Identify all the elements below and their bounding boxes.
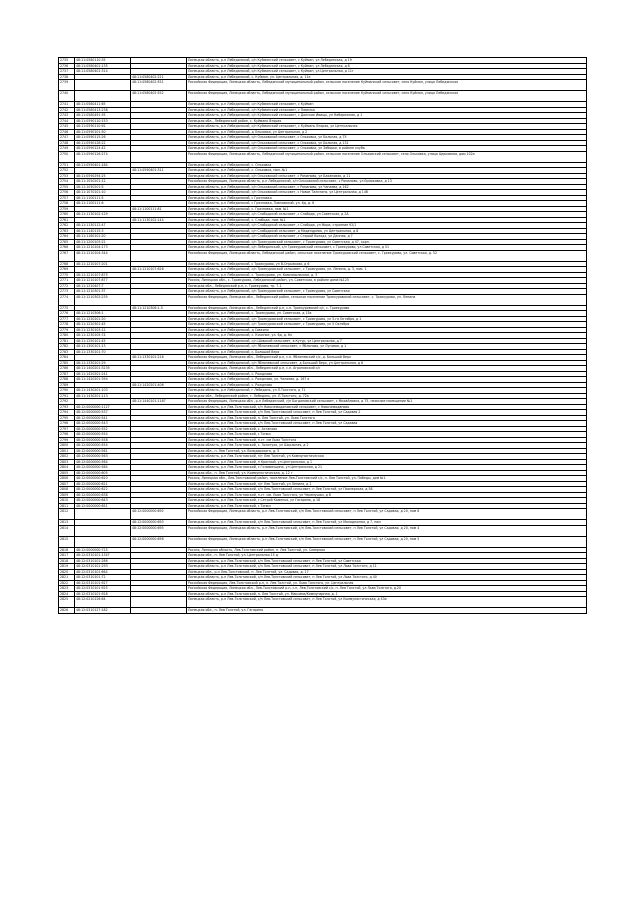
address-cell: Липецкая область, р-н Лебедянский, с/п Лебедянский, с/п Троекуровский сельсовет, с Троекурово, ул Советская, д 51 <box>187 245 587 251</box>
cadastral-number-cell: 48:12:0000000:1127 <box>75 404 131 410</box>
row-number-cell: 2809 <box>59 492 75 498</box>
cadastral-number-cell: 48:11:1420201:241 <box>75 371 131 377</box>
row-number-cell: 2806 <box>59 476 75 482</box>
address-cell: Липецкая область, р-н Лев-Толстовский, с/п Новочемодановский сельсовет, с Новочемоданово <box>187 404 587 410</box>
row-number-cell: 2757 <box>59 195 75 201</box>
row-number-cell: 2815 <box>59 536 75 547</box>
row-number-cell: 2741 <box>59 102 75 108</box>
table-row <box>59 608 587 614</box>
address-cell: Российская Федерация, Липецкая обл., Лебедянский район, сельское поселение Троекуровский сельсовет, с. Троекурово, ул. Ленина <box>187 294 587 305</box>
address-cell: Россия, Липецкая обл., с. Троекурово, Лебедянский район, ул. Советская, в районе дома №125 <box>187 278 587 284</box>
cadastral-number-cell: 48:11:0590110:92 <box>75 124 131 130</box>
address-cell: Липецкая область, р-н Лебедянский, с/п Ольховский сельсовет, с Романово, ул Чапаева, д 162 <box>187 184 587 190</box>
row-number-cell: 2738 <box>59 74 75 80</box>
address-cell: Липецкая обл., Лебедянский р-н, с. Троекурово, тр. 7-1 <box>187 283 587 289</box>
address-cell: Липецкая область, р-н Лев-Толстовский, с/п Лев-Толстовский сельсовет, п Лев Толстой, ул Советская <box>187 558 587 564</box>
address-cell: Липецкая область, р-н Лебедянский, с/п Троекуровский сельсовет, с Троекурово, ул Советская <box>187 289 587 295</box>
row-number-cell: 2761 <box>59 217 75 223</box>
address-cell: Россия, Липецкая область, Лев-Толстовский район, п. Лев Толстой, ул. Северная <box>187 547 587 553</box>
cadastral-number-cell: 48:11:1230103:12 <box>75 327 131 333</box>
row-number-cell: 2768 <box>59 261 75 267</box>
cadastral-number-cell: 48:12:0000000:554 <box>75 432 131 438</box>
address-cell: Российская Федерация, Липецкая обл., Лебедянский р-н, с.п. Агроновский с/с <box>187 366 587 372</box>
address-cell: Липецкая область, р-н Лев-Толстовский, с/п Лев-Толстовский сельсовет, п Лев Толстой, ул Молодежная, д 7, пом <box>187 520 587 526</box>
address-cell: Липецкая область, р-н Лев-Толстовский, п. Лев Толстой, ул. Максима/Коммунарная, д. 1 <box>187 591 587 597</box>
row-number-cell: 2825 <box>59 597 75 608</box>
row-number-cell: 2792 <box>59 399 75 405</box>
row-number-cell: 2773 <box>59 289 75 295</box>
row-number-cell: 2783 <box>59 349 75 355</box>
address-cell: Липецкая область, р-н Лебедянский, с. Куйман, ул. Центральная, д. 11е <box>187 74 587 80</box>
address-cell: Липецкая обл., р-н Лев-Толстовский, п. Лев Толстой, ул. Садовая, д. 17 <box>187 569 587 575</box>
address-cell: Российская Федерация, Липецкая обл., р-н Лебедянский, с/п Богдановский сельсовет, с Михайловка, д 75, нежилое помещение №1 <box>187 399 587 405</box>
address-cell: Липецкая область, р-н Лебедянский, с/п Троекуровский сельсовет, с Троекурово, ул Советская, д 47, корп. <box>187 239 587 245</box>
row-number-cell: 2742 <box>59 107 75 113</box>
object-number-cell: 48:12:0000000:692 <box>131 509 187 520</box>
address-cell: Российская Федерация, Липецкая обл., Лебедянский р-н, с.п. Яблоневский с/с, д. Большой Верх <box>187 355 587 361</box>
address-cell: Липецкая область, р-н Лебедянский, с/п Куйманский сельсовет, с Донское Ивицы, ул Набережная, д 1 <box>187 113 587 119</box>
cadastral-number-cell: 48:12:0310127:182 <box>75 608 131 614</box>
address-register-table <box>58 57 587 614</box>
address-cell: Липецкая область, р-н Лев-Толстовский, с/п Лев-Толстовский сельсовет, п Лев Толстой, ул Пионерская, д 58 <box>187 487 587 493</box>
table-row <box>59 91 587 102</box>
row-number-cell: 2803 <box>59 459 75 465</box>
address-cell: Липецкая область, р-н Лебедянский, с. Большой Верх <box>187 349 587 355</box>
row-number-cell: 2795 <box>59 415 75 421</box>
cadastral-number-cell: 48:11:1140115:3 <box>75 228 131 234</box>
row-number-cell: 2749 <box>59 146 75 152</box>
address-cell: Липецкая область, р-н Лебедянский, с/п Троекуровский сельсовет, с Троекурово, ул. Ленина, д. 3, пом. 1 <box>187 267 587 273</box>
address-cell: Липецкая область, р-н Лев-Толстовский, с Головинщина, ул Центральная, д 21 <box>187 465 587 471</box>
cadastral-number-cell: 48:11:1400201:3235 <box>75 366 131 372</box>
address-cell: Липецкая область, р-н Лебедянский, с/п Шовский сельсовет, в Кутур, ул Центральная, д 7 <box>187 338 587 344</box>
row-number-cell: 2779 <box>59 327 75 333</box>
cadastral-number-cell: 48:12:0000000:564 <box>75 459 131 465</box>
cadastral-number-cell: 48:11:1100111:6 <box>75 201 131 207</box>
row-number-cell: 2772 <box>59 283 75 289</box>
cadastral-number-cell: 48:11:0590126:274 <box>75 151 131 162</box>
address-cell: Липецкая область, р-н Лебедянский, с/п Ольховский сельсовет, с Ольховка, ул Заборье, в районе клуба <box>187 146 587 152</box>
cadastral-number-cell: 48:12:0310101:664 <box>75 569 131 575</box>
cadastral-number-cell: 48:11:0590101:50 <box>75 129 131 135</box>
row-number-cell: 2807 <box>59 481 75 487</box>
row-number-cell: 2769 <box>59 267 75 273</box>
object-number-cell <box>131 250 187 261</box>
cadastral-number-cell: 48:11:1210107:875 <box>75 272 131 278</box>
address-cell: Липецкая область, р-н Лебедянский, д Ольховка, ул Центральная, д 2 <box>187 129 587 135</box>
cadastral-number-cell: 48:12:0000000:622 <box>75 487 131 493</box>
cadastral-number-cell: 48:12:0000000:584 <box>75 465 131 471</box>
address-cell: Липецкая область, р-н Лебедянский, с/п Слободский сельсовет, с Старый Колодз, ул Дачная, д 7 <box>187 234 587 240</box>
address-cell: Липецкая область, р-н Лебедянский, с/п Ольховский сельсовет, с Ольховка, ул Больная, д 131 <box>187 140 587 146</box>
address-cell: Липецкая область, р-н Лебедянский, с/п Куйманский сельсовет, с Куйман, ул Лебедянская, д 19 <box>187 58 587 64</box>
row-number-cell: 2794 <box>59 410 75 416</box>
cadastral-number-cell: 48:12:0310101:928 <box>75 591 131 597</box>
cadastral-number-cell: 48:11:0580110:35 <box>75 58 131 64</box>
row-number-cell: 2796 <box>59 421 75 427</box>
table-row <box>59 80 587 91</box>
row-number-cell: 2759 <box>59 206 75 212</box>
address-cell: Липецкая область, р-н Лебедянский, с. Кочиное, ул. 6д, д. 6л <box>187 333 587 339</box>
object-number-cell: 48:12:0000000:693 <box>131 520 187 526</box>
row-number-cell: 2765 <box>59 239 75 245</box>
address-cell: Российская Федерация, Липецкая область, Лебедянский муниципальный район, сельское поселение Куйманский сельсовет, село Куйман, улица Лебедянская <box>187 80 587 91</box>
row-number-cell: 2824 <box>59 591 75 597</box>
address-cell: Российская Федерация, Липецкая область, р-н Лев-Толстовский, с/п Лев-Толстовский сельсовет, п Лев Толстой, ул Садовая, д 20, пом 5 <box>187 536 587 547</box>
row-number-cell: 2775 <box>59 305 75 311</box>
row-number-cell: 2753 <box>59 173 75 179</box>
cadastral-number-cell: 48:12:0000000:537 <box>75 410 131 416</box>
row-number-cell: 2744 <box>59 118 75 124</box>
row-number-cell: 2751 <box>59 162 75 168</box>
cadastral-number-cell: 48:12:0000000:552 <box>75 426 131 432</box>
cadastral-number-cell: 48:12:0000000:638 <box>75 492 131 498</box>
cadastral-number-cell <box>75 91 131 102</box>
address-cell: Липецкая область, р-н Лебедянский, с/п Ольховский сельсовет, с Романово, ул Бахановая, д 11 <box>187 173 587 179</box>
row-number-cell: 2822 <box>59 580 75 586</box>
cadastral-number-cell: 48:11:1200103:22 <box>75 239 131 245</box>
address-cell: Липецкая обл., Лебедянский район, с. Куймань Вторая <box>187 118 587 124</box>
cadastral-number-cell: 48:12:0000000:541 <box>75 415 131 421</box>
address-cell: Липецкая область, р-н Лев-Толстовский, с/п Лев-Толстовский сельсовет, п Лев Толстой, ул Садовая 2 <box>187 410 587 416</box>
cadastral-number-cell <box>75 80 131 91</box>
cadastral-number-cell: 48:11:1210104:173 <box>75 245 131 251</box>
row-number-cell: 2764 <box>59 234 75 240</box>
cadastral-number-cell: 48:11:1210407:7 <box>75 283 131 289</box>
row-number-cell: 2816 <box>59 547 75 553</box>
row-number-cell: 2810 <box>59 498 75 504</box>
row-number-cell: 2752 <box>59 168 75 174</box>
cadastral-number-cell: 48:11:1300101:13 <box>75 344 131 350</box>
table-row <box>59 597 587 608</box>
row-number-cell: 2750 <box>59 151 75 162</box>
cadastral-number-cell: 48:11:1330101:70 <box>75 349 131 355</box>
row-number-cell: 2778 <box>59 322 75 328</box>
row-number-cell: 2799 <box>59 437 75 443</box>
object-number-cell: 48:11:0580402:221 <box>131 74 187 80</box>
cadastral-number-cell: 48:12:0000000:563 <box>75 454 131 460</box>
cadastral-number-cell: 48:12:0000000:620 <box>75 476 131 482</box>
address-cell: Липецкая обл., п. Лев Толстой, ул. Володарского, д. 5 <box>187 448 587 454</box>
cadastral-number-cell: 48:11:0580401:314 <box>75 69 131 75</box>
address-cell: Российская Федерация, Липецкая область, р-н Лев-Толстовский, с/п Лев-Толстовский сельсовет, п Лев Толстой, ул Садовая, д 20, пом 4 <box>187 525 587 536</box>
address-cell: Липецкая область, р-н Лебедянский, с. Рождново, ул. Чапаева, д. 167 а <box>187 377 587 383</box>
object-number-cell: 48:11:0580402:552 <box>131 91 187 102</box>
cadastral-number-cell: 48:11:1210301:37 <box>75 289 131 295</box>
table-row <box>59 536 587 547</box>
address-cell: Липецкая область, р-н Лебедянский, с. Троекурово, ул. Советская, д 15а <box>187 311 587 317</box>
address-cell: Липецкая область, р-н Лебедянский, с/п Яблоневский сельсовет, с Яблоново, ул Луговая, д 1 <box>187 344 587 350</box>
address-cell: Липецкая область, р-н Лев-Толстовский, с/п Лев-Толстовский сельсовет, п Лев Толстой, ул Льва Толстого, д 40 <box>187 575 587 581</box>
row-number-cell: 2801 <box>59 448 75 454</box>
row-number-cell: 2784 <box>59 355 75 361</box>
cadastral-number-cell: 48:12:0000000:561 <box>75 448 131 454</box>
row-number-cell: 2797 <box>59 426 75 432</box>
address-cell: Липецкая область, р-н Лебедянский, с. Рождново <box>187 371 587 377</box>
cadastral-number-cell: 48:12:0000000:643 <box>75 498 131 504</box>
cadastral-number-cell <box>75 509 131 520</box>
cadastral-number-cell: 48:11:0590401:184 <box>75 162 131 168</box>
cadastral-number-cell: 48:11:0580401:135 <box>75 63 131 69</box>
row-number-cell: 2814 <box>59 525 75 536</box>
object-number-cell: 48:12:0000000:696 <box>131 536 187 547</box>
row-number-cell: 2754 <box>59 179 75 185</box>
row-number-cell: 2811 <box>59 503 75 509</box>
address-cell: Липецкая область, р-н Лев-Толстовский, с/п Лев-Толстовский сельсовет, п Лев Толстой, ул Садовая <box>187 421 587 427</box>
row-number-cell: 2736 <box>59 63 75 69</box>
cadastral-number-cell: 48:11:1050201:12 <box>75 179 131 185</box>
object-number-cell: 48:11:1130102:144 <box>131 217 187 223</box>
row-number-cell: 2755 <box>59 184 75 190</box>
object-number-cell: 48:12:0000000:695 <box>131 525 187 536</box>
row-number-cell: 2756 <box>59 190 75 196</box>
object-number-cell: 48:11:1210107:626 <box>131 267 187 273</box>
cadastral-number-cell: 48:12:0210126:64 <box>75 597 131 608</box>
cadastral-number-cell: 48:12:0310101:927 <box>75 580 131 586</box>
cadastral-number-cell: 48:11:1210107:877 <box>75 278 131 284</box>
cadastral-number-cell: 48:11:0590124:42 <box>75 146 131 152</box>
object-number-cell: 48:11:1440101:1167 <box>131 399 187 405</box>
row-number-cell: 2818 <box>59 558 75 564</box>
address-cell: Липецкая область, р-н Лев-Толстовский, с. Астапово <box>187 426 587 432</box>
cadastral-number-cell: 48:12:0000000:554 <box>75 443 131 449</box>
row-number-cell: 2758 <box>59 201 75 207</box>
cadastral-number-cell <box>75 525 131 536</box>
row-number-cell: 2774 <box>59 294 75 305</box>
row-number-cell: 2782 <box>59 344 75 350</box>
cadastral-number-cell: 48:11:1220201:20 <box>75 316 131 322</box>
row-number-cell: 2745 <box>59 124 75 130</box>
row-number-cell: 2823 <box>59 586 75 592</box>
cadastral-number-cell: 48:11:1070101:10 <box>75 190 131 196</box>
table-row <box>59 509 587 520</box>
row-number-cell: 2802 <box>59 454 75 460</box>
row-number-cell: 2787 <box>59 371 75 377</box>
address-cell: Липецкая область, р-н Лев-Толстовский, с Топки <box>187 503 587 509</box>
object-number-cell <box>131 608 187 614</box>
address-cell: Липецкая область, р-н Лебедянский, с Грязновка <box>187 195 587 201</box>
address-cell: Российская Федерация, Липецкая область, р-н Лебедянский, с/п Ольховский сельсовет, с Романово, ул Ермаковка, д 13 <box>187 179 587 185</box>
row-number-cell: 2813 <box>59 520 75 526</box>
row-number-cell: 2762 <box>59 223 75 229</box>
address-cell: Липецкая область, р-н Лев-Толстовский, п/т Лев Толстой, ул Ленина, д 1 <box>187 481 587 487</box>
address-cell: Липецкая область, р-н Лебедянский, с/п Куйманский сельсовет, с Куйман <box>187 102 587 108</box>
address-cell: Липецкая область, р-н Лебедянский, с/п Куйманский сельсовет, с Павелка <box>187 107 587 113</box>
address-cell: Россия, Липецкая обл., Лев-Толстовский район, поселение Лев-Толстовский с/с, п. Лев Толстой, ул. Победы, дом №1 <box>187 476 587 482</box>
cadastral-number-cell: 48:11:0590294:25 <box>75 173 131 179</box>
table-row <box>59 525 587 536</box>
cadastral-number-cell: 48:11:1130112:47 <box>75 223 131 229</box>
row-number-cell: 2746 <box>59 129 75 135</box>
address-cell: Липецкая область, р-н Лебедянский, с/п Слободский сельсовет, с Слобода, ул Мира, строение 92/1 <box>187 223 587 229</box>
address-cell: Липецкая область, р-н Лев-Толстовский, п. Лев Толстой, ул. Льва Толстого <box>187 415 587 421</box>
row-number-cell: 2770 <box>59 272 75 278</box>
address-cell: Липецкая область, р-н Лев-Толстовский, п Красный, ул Центральная, д 1 <box>187 459 587 465</box>
cadastral-number-cell: 48:11:0590128:22 <box>75 140 131 146</box>
cadastral-number-cell: 48:12:0310101:72 <box>75 575 131 581</box>
object-number-cell <box>131 294 187 305</box>
address-cell: Липецкая область, р-н Лебедянский, с/п Куйманский сельсовет, с Куйман, ул Лебедянская, д 8 <box>187 63 587 69</box>
address-cell: Липецкая область, р-н Лебедянский, с. Ольховка, пом. №1 <box>187 168 587 174</box>
address-cell: Российская Федерация, Липецкая область, р-н Лев-Толстовский, с/п Лев-Толстовский сельсовет, п Лев Толстой, ул Садовая, д 20, пом 6 <box>187 509 587 520</box>
address-cell: Российская Федерация, Липецкая область, Лебедянский муниципальный район, сельское поселение Ольховский сельсовет, село Ольховка, улица Церковная, дом 102а <box>187 151 587 162</box>
cadastral-number-cell: 48:11:1210306:1 <box>75 311 131 317</box>
row-number-cell: 2821 <box>59 575 75 581</box>
row-number-cell: 2786 <box>59 366 75 372</box>
row-number-cell: 2812 <box>59 509 75 520</box>
row-number-cell: 2747 <box>59 135 75 141</box>
row-number-cell: 2798 <box>59 432 75 438</box>
address-cell: Липецкая область, р-н Лебедянский, с. Ольховка <box>187 162 587 168</box>
row-number-cell: 2820 <box>59 569 75 575</box>
cadastral-number-cell: 48:11:1130102:129 <box>75 212 131 218</box>
cadastral-number-cell: 48:11:1050201:5 <box>75 184 131 190</box>
address-cell: Липецкая обл., п. Лев Толстой, ул. Центральная 15 д <box>187 553 587 559</box>
row-number-cell: 2776 <box>59 311 75 317</box>
cadastral-number-cell: 48:11:0580491:35 <box>75 113 131 119</box>
object-number-cell: 48:11:1330101:216 <box>131 355 187 361</box>
row-number-cell: 2780 <box>59 333 75 339</box>
table-row <box>59 294 587 305</box>
address-cell: Липецкая область, р-н Лебедянский, с/п Ольховский сельсовет, с Ольховка, ул Больная, д 75 <box>187 135 587 141</box>
row-number-cell: 2789 <box>59 382 75 388</box>
row-number-cell: 2817 <box>59 553 75 559</box>
table-row <box>59 151 587 162</box>
address-cell: Липецкая область, р-н Лебедянский, с. Рождново <box>187 382 587 388</box>
cadastral-number-cell: 48:11:0580411:65 <box>75 102 131 108</box>
row-number-cell: 2743 <box>59 113 75 119</box>
address-cell: Липецкая область, р-н Лев-Толстовский, с Топки <box>187 432 587 438</box>
row-number-cell: 2804 <box>59 465 75 471</box>
address-cell: Липецкая область, р-н Лебедянский, с. Грязновка, пом. №1 <box>187 206 587 212</box>
address-cell: Липецкая область, р-н Лев-Толстовский, п.ст. им Льва Толстого <box>187 437 587 443</box>
object-number-cell <box>131 151 187 162</box>
row-number-cell: 2785 <box>59 360 75 366</box>
cadastral-number-cell: 48:12:0310101:925 <box>75 586 131 592</box>
row-number-cell: 2737 <box>59 69 75 75</box>
address-cell: Липецкая область, р-н Лебедянский, с/п Куйманский сельсовет, с Куйман, ул Центральная, д 11г <box>187 69 587 75</box>
cadastral-number-cell: 48:11:1420201:394 <box>75 377 131 383</box>
row-number-cell: 2735 <box>59 58 75 64</box>
address-cell: Липецкая область, р-н Лебедянский, с/п Ольховский сельсовет, с Новое Талитино, ул Центральная, д 14б <box>187 190 587 196</box>
address-cell: Липецкая область, р-н Лебедянский, с/п Троекуровский сельсовет, с Троекурово, ул 5 Октября <box>187 322 587 328</box>
row-number-cell: 2760 <box>59 212 75 218</box>
address-cell: Липецкая область, р-н Лебедянский, с Грязновка, Павловский, ул. 6д, д. 6 <box>187 201 587 207</box>
table-row <box>59 250 587 261</box>
cadastral-number-cell <box>75 536 131 547</box>
address-cell: Российская Федерация, Липецкая область, Лебедянский район, сельское поселение Троекуровский сельсовет, с. Троекурово, ул. Советская, д. 52 <box>187 250 587 261</box>
address-cell: Липецкая область, р-н Лев-Толстовский, с/п Лев-Толстовский сельсовет, п Лев Толстой, ул Коммунистическая, д 43а <box>187 597 587 608</box>
row-number-cell: 2791 <box>59 393 75 399</box>
address-cell: Липецкая обл., Лебедянский район, г. Лебедянь, ул. Л.Толстого, д. 72а <box>187 393 587 399</box>
row-number-cell: 2763 <box>59 228 75 234</box>
cadastral-number-cell: 48:11:1220301:45 <box>75 322 131 328</box>
cadastral-number-cell: 48:12:0000000:605 <box>75 470 131 476</box>
address-cell: Российская Федерация, Липецкая обл., Лев-Толстовский р-н, с.п. Лев-Толстовский с/с, п. Лев Толстой, ул Льва Толстого, д.20 <box>187 586 587 592</box>
address-cell: Липецкая область, р-н Лебедянский, с/п Слободский сельсовет, д Мадендрево, ул Центральная, д 8 <box>187 228 587 234</box>
cadastral-number-cell: 48:11:1100111:5 <box>75 195 131 201</box>
cadastral-number-cell: 48:11:1230105:74 <box>75 333 131 339</box>
row-number-cell: 2740 <box>59 91 75 102</box>
row-number-cell: 2805 <box>59 470 75 476</box>
address-cell: Липецкая область, р-н Лебедянский, с/п Яблоневский сельсовет, д Большой Верх, ул Центральная, д 6 <box>187 360 587 366</box>
address-cell: Липецкая область, р-н Лебедянский, с/п Куйманский сельсовет, с Куймань Вторая, ул Центральная <box>187 124 587 130</box>
cadastral-number-cell: 48:11:1210302:235 <box>75 294 131 305</box>
address-cell: Липецкая область, р-н Лев-Толстовский, п.ст. им. Льва Толстого, ул Черемушки, д 8 <box>187 492 587 498</box>
row-number-cell: 2766 <box>59 245 75 251</box>
address-cell: Липецкая область, р-н Лев-Толстовский, п/т Лев Толстой, ул Коммунистическая <box>187 454 587 460</box>
row-number-cell: 2771 <box>59 278 75 284</box>
address-cell: Липецкая область, р-н Лев-Толстовский, с/п Лев-Толстовский сельсовет, п Лев Толстой, ул Льва Толстого, д 11 <box>187 564 587 570</box>
address-cell: Липецкая область, р-н Лебедянский, с. Троекурово, ул. Комсомольская, д. 3 <box>187 272 587 278</box>
table-body <box>59 58 587 614</box>
cadastral-number-cell: 48:12:0310101:1347 <box>75 553 131 559</box>
address-cell: Липецкая область, р-н Лев-Толстовский, с Сетрой Каменья, ул Гагарина, д 18 <box>187 498 587 504</box>
row-number-cell: 2808 <box>59 487 75 493</box>
address-cell: Липецкая область, р-н Лебедянский, с/п Троекуровский сельсовет, с Троекурово, ул 5-го Октября, д 1 <box>187 316 587 322</box>
row-number-cell: 2788 <box>59 377 75 383</box>
object-number-cell: 48:11:0590401:311 <box>131 168 187 174</box>
row-number-cell: 2777 <box>59 316 75 322</box>
cadastral-number-cell: 48:11:1430201:103 <box>75 388 131 394</box>
object-number-cell: 48:11:1100111:81 <box>131 206 187 212</box>
cadastral-number-cell: 48:11:0590115:26 <box>75 135 131 141</box>
address-cell: Липецкая область, р-н Лебедянский, с. Слобода, пом. №1 <box>187 217 587 223</box>
cadastral-number-cell: 48:11:1210107:201 <box>75 261 131 267</box>
address-cell: Российская Федерация, Липецкая обл., Лебедянский р-н, с.п. Троекуровский с/с, с. Троекурово <box>187 305 587 311</box>
address-cell: Липецкая область, р-н Лебедянский, д Савкино <box>187 327 587 333</box>
object-number-cell: 48:11:1210306:1-5 <box>131 305 187 311</box>
row-number-cell: 2793 <box>59 404 75 410</box>
row-number-cell: 2800 <box>59 443 75 449</box>
row-number-cell: 2767 <box>59 250 75 261</box>
cadastral-number-cell: 48:11:0580413:238 <box>75 107 131 113</box>
cadastral-number-cell: 48:12:0000000:725 <box>75 547 131 553</box>
cadastral-number-cell: 48:11:0590110:153 <box>75 118 131 124</box>
address-cell: Липецкая область, р-н Лебедянский, с/п Слободский сельсовет, с Слобода, ул Советская, д 2А <box>187 212 587 218</box>
row-number-cell: 2826 <box>59 608 75 614</box>
cadastral-number-cell: 48:11:1160101:20 <box>75 234 131 240</box>
cadastral-number-cell: 48:11:1330201:29 <box>75 360 131 366</box>
row-number-cell: 2748 <box>59 140 75 146</box>
row-number-cell: 2790 <box>59 388 75 394</box>
object-number-cell <box>131 597 187 608</box>
row-number-cell: 2819 <box>59 564 75 570</box>
cadastral-number-cell: 48:11:1250101:45 <box>75 338 131 344</box>
address-cell: Липецкая область, р-н Лебедянский, с Троекурово, ул В.Огрызкова, д 6 <box>187 261 587 267</box>
address-cell: Липецкая область, р-н Лев-Толстовский, с. Золотуха, ул Школьная, д 2 <box>187 443 587 449</box>
cadastral-number-cell: 48:12:0000000:621 <box>75 481 131 487</box>
address-cell: Липецкая обл., п. Лев Толстой, ул. Гагарина <box>187 608 587 614</box>
address-cell: Липецкая область, р-н Лебедянский, г Лебедянь, ул Л.Толстого, д 71 <box>187 388 587 394</box>
cadastral-number-cell: 48:11:1210104:344 <box>75 250 131 261</box>
cadastral-number-cell: 48:12:0000000:651 <box>75 503 131 509</box>
cadastral-number-cell: 48:12:0000000:558 <box>75 437 131 443</box>
object-number-cell: 48:11:0580402:551 <box>131 80 187 91</box>
row-number-cell: 2781 <box>59 338 75 344</box>
cadastral-number-cell: 48:12:0310101:293 <box>75 564 131 570</box>
row-number-cell: 2739 <box>59 80 75 91</box>
cadastral-number-cell: 48:12:0310101:286 <box>75 558 131 564</box>
cadastral-number-cell: 48:12:0000000:543 <box>75 421 131 427</box>
address-cell: Российская Федерация, Лев-Толстовский р-н, п. Лев Толстой, ул. Льва Толстого, ул. Центральная <box>187 580 587 586</box>
object-number-cell: 48:11:1420201:406 <box>131 382 187 388</box>
cadastral-number-cell: 48:11:1430201:113 <box>75 393 131 399</box>
address-cell: Липецкая обл., п. Лев Толстой, ул. Коммунистическая, д. 12 г <box>187 470 587 476</box>
address-cell: Российская Федерация, Липецкая область, Лебедянский муниципальный район, сельское поселение Куйманский сельсовет, село Куйман, улица Лебедянская <box>187 91 587 102</box>
